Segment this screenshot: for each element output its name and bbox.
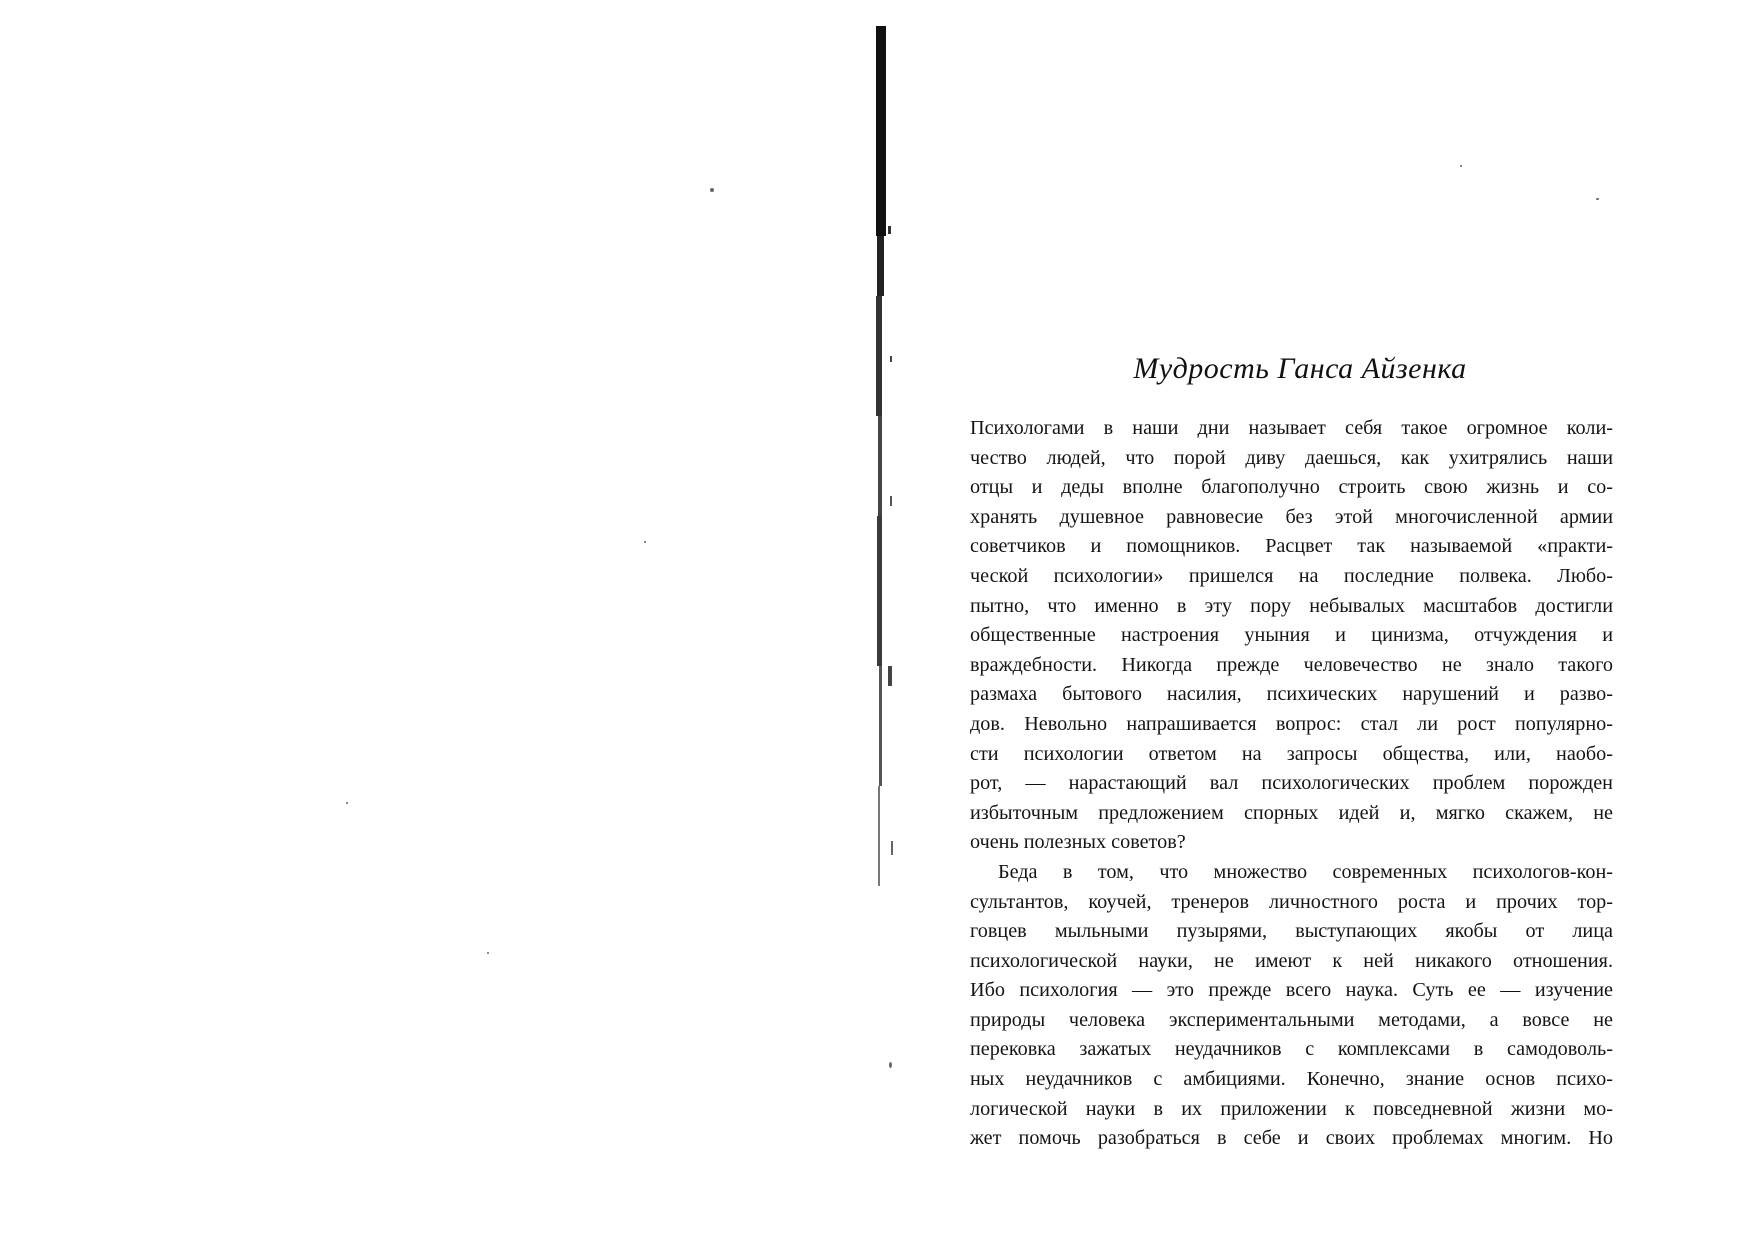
text-line: психологической науки, не имеют к ней никакого отношения.: [970, 949, 1613, 972]
body-text: [970, 414, 1613, 1154]
paragraph: [970, 414, 1613, 858]
text-line: сультантов, коучей, тренеров личностного роста и прочих тор-: [970, 890, 1613, 913]
text-line: сти психологии ответом на запросы общества, или, наобо-: [970, 742, 1613, 765]
scan-speck: [710, 188, 714, 192]
text-line: избыточным предложением спорных идей и, мягко скажем, не: [970, 801, 1613, 824]
text-line: рот, — нарастающий вал психологических проблем порожден: [970, 772, 1613, 795]
binding-scan-shadow: [876, 26, 898, 926]
chapter-title: Мудрость Ганса Айзенка: [1133, 352, 1467, 385]
text-line: логической науки в их приложении к повседневной жизни мо-: [970, 1097, 1613, 1120]
text-line: очень полезных советов?: [970, 831, 1186, 854]
text-line: враждебности. Никогда прежде человечество не знало такого: [970, 653, 1613, 676]
text-line: Психологами в наши дни называет себя такое огромное коли-: [970, 417, 1613, 439]
scan-speck: [1596, 198, 1599, 200]
text-line: чество людей, что порой диву даешься, как ухитрялись наши: [970, 446, 1613, 469]
text-line: отцы и деды вполне благополучно строить свою жизнь и со-: [970, 476, 1613, 499]
text-line: Беда в том, что множество современных психологов-кон-: [998, 860, 1613, 883]
text-line: общественные настроения уныния и цинизма, отчуждения и: [970, 624, 1613, 647]
scan-speck: [1460, 165, 1462, 167]
text-line: пытно, что именно в эту пору небывалых масштабов достигли: [970, 594, 1613, 617]
text-line: жет помочь разобраться в себе и своих проблемах многим. Но: [970, 1127, 1613, 1150]
text-line: ческой психологии» пришелся на последние полвека. Любо-: [970, 564, 1613, 587]
text-line: Ибо психология — это прежде всего наука. Суть ее — изучение: [970, 979, 1613, 1002]
scan-speck: [644, 541, 646, 543]
text-line: природы человека экспериментальными методами, а вовсе не: [970, 1008, 1613, 1031]
text-line: дов. Невольно напрашивается вопрос: стал ли рост популярно-: [970, 712, 1613, 735]
scan-speck: [889, 1062, 892, 1068]
scan-speck: [346, 802, 348, 804]
text-line: советчиков и помощников. Расцвет так называемой «практи-: [970, 535, 1613, 558]
text-line: размаха бытового насилия, психических нарушений и разво-: [970, 683, 1613, 706]
text-line: ных неудачников с амбициями. Конечно, знание основ психо-: [970, 1068, 1613, 1091]
paragraph: [970, 858, 1613, 1154]
text-line: перековка зажатых неудачников с комплексами в самодоволь-: [970, 1038, 1613, 1061]
text-line: хранять душевное равновесие без этой многочисленной армии: [970, 505, 1613, 528]
scan-speck: [487, 952, 489, 954]
text-line: говцев мыльными пузырями, выступающих якобы от лица: [970, 920, 1613, 943]
